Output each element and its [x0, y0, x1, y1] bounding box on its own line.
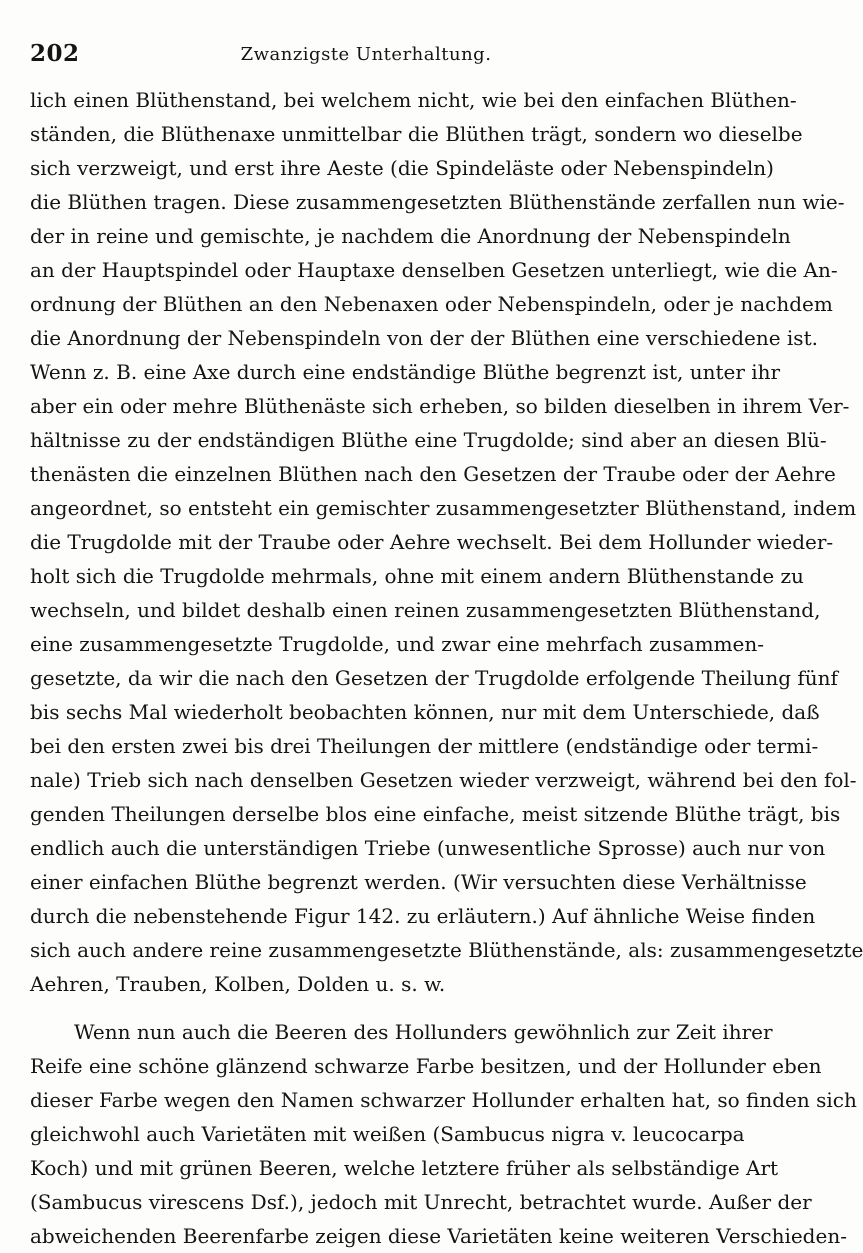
- text-line: an der Hauptspindel oder Hauptaxe denselben Gesetzen unterliegt, wie die An-: [30, 258, 838, 282]
- text-line: gesetzte, da wir die nach den Gesetzen der Trugdolde erfolgende Theilung fünf: [30, 666, 838, 690]
- text-line: durch die nebenstehende Figur 142. zu erläutern.) Auf ähnliche Weise finden: [30, 904, 816, 928]
- text-line: Aehren, Trauben, Kolben, Dolden u. s. w.: [30, 972, 446, 996]
- text-line: Reife eine schöne glänzend schwarze Farbe besitzen, und der Hollunder eben: [30, 1054, 822, 1078]
- text-line: der in reine und gemischte, je nachdem die Anordnung der Nebenspindeln: [30, 224, 791, 248]
- text-line: einer einfachen Blüthe begrenzt werden. (Wir versuchten diese Verhältnisse: [30, 870, 807, 894]
- text-line: endlich auch die unterständigen Triebe (unwesentliche Sprosse) auch nur von: [30, 836, 826, 860]
- text-line: bis sechs Mal wiederholt beobachten können, nur mit dem Unterschiede, daß: [30, 700, 820, 724]
- text-line: wechseln, und bildet deshalb einen reinen zusammengesetzten Blüthenstand,: [30, 598, 821, 622]
- text-line: holt sich die Trugdolde mehrmals, ohne mit einem andern Blüthenstande zu: [30, 564, 804, 588]
- text-line: die Blüthen tragen. Diese zusammengesetzten Blüthenstände zerfallen nun wie-: [30, 190, 845, 214]
- page-header: [30, 40, 702, 70]
- text-line: gleichwohl auch Varietäten mit weißen (Sambucus nigra v. leucocarpa: [30, 1122, 745, 1146]
- text-line: Wenn z. B. eine Axe durch eine endständige Blüthe begrenzt ist, unter ihr: [30, 360, 781, 384]
- text-line: lich einen Blüthenstand, bei welchem nicht, wie bei den einfachen Blüthen-: [30, 88, 797, 112]
- paragraph: [30, 1015, 857, 1253]
- text-line: die Trugdolde mit der Traube oder Aehre wechselt. Bei dem Hollunder wieder-: [30, 530, 834, 554]
- paragraph: [30, 83, 863, 1001]
- text-line: Wenn nun auch die Beeren des Hollunders gewöhnlich zur Zeit ihrer: [74, 1020, 773, 1044]
- body-text: [30, 83, 863, 1253]
- text-line: abweichenden Beerenfarbe zeigen diese Varietäten keine weiteren Verschieden-: [30, 1224, 847, 1248]
- text-line: aber ein oder mehre Blüthenäste sich erheben, so bilden dieselben in ihrem Ver-: [30, 394, 850, 418]
- text-line: sich verzweigt, und erst ihre Aeste (die Spindeläste oder Nebenspindeln): [30, 156, 774, 180]
- running-head: Zwanzigste Unterhaltung.: [240, 44, 492, 65]
- text-line: ständen, die Blüthenaxe unmittelbar die Blüthen trägt, sondern wo dieselbe: [30, 122, 803, 146]
- text-line: nale) Trieb sich nach denselben Gesetzen wieder verzweigt, während bei den fol-: [30, 768, 857, 792]
- text-line: bei den ersten zwei bis drei Theilungen der mittlere (endständige oder termi-: [30, 734, 819, 758]
- text-line: (Sambucus virescens Dsf.), jedoch mit Unrecht, betrachtet wurde. Außer der: [30, 1190, 812, 1214]
- text-line: die Anordnung der Nebenspindeln von der der Blüthen eine verschiedene ist.: [30, 326, 818, 350]
- text-line: dieser Farbe wegen den Namen schwarzer Hollunder erhalten hat, so finden sich: [30, 1088, 857, 1112]
- text-line: ordnung der Blüthen an den Nebenaxen oder Nebenspindeln, oder je nachdem: [30, 292, 833, 316]
- text-line: genden Theilungen derselbe blos eine einfache, meist sitzende Blüthe trägt, bis: [30, 802, 841, 826]
- text-line: hältnisse zu der endständigen Blüthe eine Trugdolde; sind aber an diesen Blü-: [30, 428, 827, 452]
- text-line: eine zusammengesetzte Trugdolde, und zwar eine mehrfach zusammen-: [30, 632, 765, 656]
- text-line: angeordnet, so entsteht ein gemischter zusammengesetzter Blüthenstand, indem: [30, 496, 857, 520]
- text-line: Koch) und mit grünen Beeren, welche letztere früher als selbständige Art: [30, 1156, 779, 1180]
- page-number: 202: [30, 40, 80, 67]
- text-line: thenästen die einzelnen Blüthen nach den Gesetzen der Traube oder der Aehre: [30, 462, 836, 486]
- text-line: sich auch andere reine zusammengesetzte Blüthenstände, als: zusammengesetzte: [30, 938, 863, 962]
